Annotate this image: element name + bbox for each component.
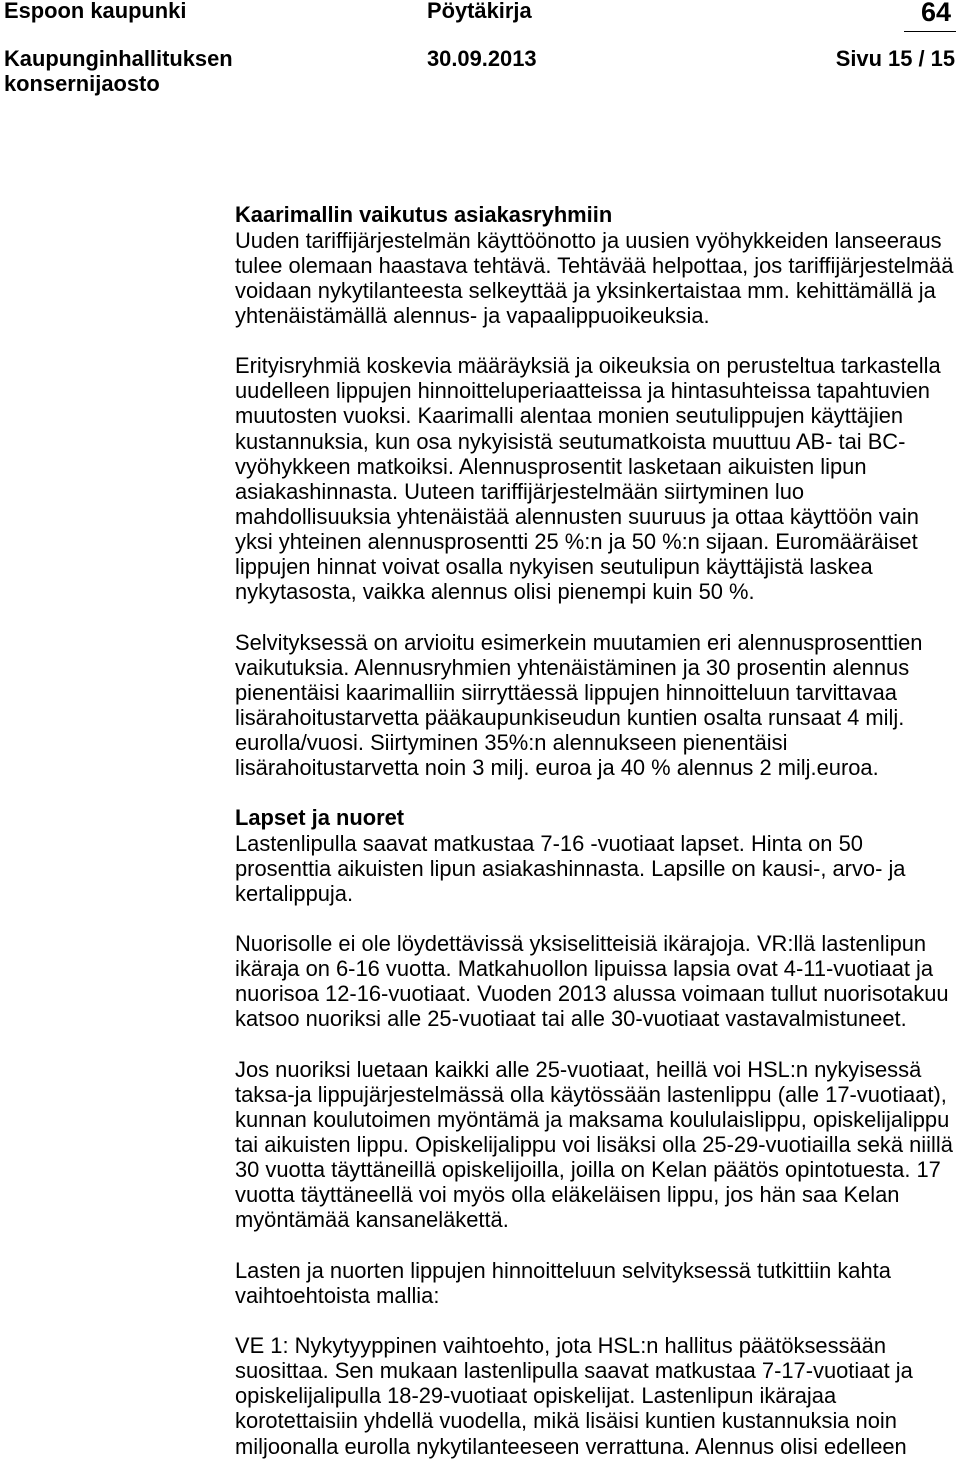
text-line: yksi yhteinen alennusprosentti 25 %:n ja 50 %:n sijaan. Euromääräiset [235, 529, 918, 555]
text-line: voidaan nykytilanteesta selkeyttää ja yksinkertaistaa mm. kehittämällä ja [235, 277, 936, 303]
text-line: eurolla/vuosi. Siirtyminen 35%:n alennukseen pienentäisi [235, 730, 788, 756]
text-line: korotettaisiin yhdellä vuodella, mikä lisäisi kuntien kustannuksia noin [235, 1408, 897, 1434]
text-line: kertalippuja. [235, 880, 354, 906]
section-number: 64 [920, 0, 951, 27]
text-line: taksa-ja lippujärjestelmässä olla käytössään lastenlippu (alle 17-vuotiaat), [235, 1081, 947, 1107]
committee-name-line-1: Kaupunginhallituksen [4, 46, 233, 71]
text-line: kunnan koulutoimen myöntämä ja maksama koululaislippu, opiskelijalippu [235, 1106, 950, 1132]
text-line: uudelleen lippujen hinnoitteluperiaatteissa ja hintasuhteissa tapahtuvien [235, 378, 930, 404]
page-number: Sivu 15 / 15 [835, 46, 955, 71]
paragraph-option-ve1 [235, 1333, 957, 1459]
paragraph-discount-study [235, 630, 957, 781]
paragraph-children-youth [235, 805, 957, 906]
text-line: nykytasosta, vaikka alennus olisi pienempi kuin 50 %. [235, 579, 755, 605]
text-line: yhtenäistämällä alennus- ja vapaalippuoikeuksia. [235, 302, 710, 328]
text-line: vuotta täyttäneellä voi myös olla eläkeläisen lippu, jos hän saa Kelan [235, 1182, 900, 1208]
text-line: kustannuksia, kun osa nykyisistä seutumatkoista muuttuu AB- tai BC- [235, 428, 906, 454]
text-line: katsoo nuoriksi alle 25-vuotiaat tai alle 30-vuotiaat vastavalmistuneet. [235, 1006, 907, 1032]
text-line: Uuden tariffijärjestelmän käyttöönotto ja uusien vyöhykkeiden lanseeraus [235, 227, 942, 253]
text-line: vyöhykkeen matkoiksi. Alennusprosentit lasketaan aikuisten lipun [235, 453, 867, 479]
text-line: lisärahoitustarvetta noin 3 milj. euroa ja 40 % alennus 2 milj.euroa. [235, 755, 879, 781]
text-line: Jos nuoriksi luetaan kaikki alle 25-vuotiaat, heillä voi HSL:n nykyisessä [235, 1056, 922, 1082]
text-line: suosittaa. Sen mukaan lastenlipulla saavat matkustaa 7-17-vuotiaat ja [235, 1358, 913, 1384]
text-line: Lasten ja nuorten lippujen hinnoitteluun selvityksessä tutkittiin kahta [235, 1257, 891, 1283]
text-line: Selvityksessä on arvioitu esimerkein muutamien eri alennusprosenttien [235, 629, 923, 655]
text-line: vaikutuksia. Alennusryhmien yhtenäistäminen ja 30 prosentin alennus [235, 654, 910, 680]
text-line: Nuorisolle ei ole löydettävissä yksiselitteisiä ikärajoja. VR:llä lastenlipun [235, 931, 927, 957]
committee-name-line-2: konsernijaosto [4, 71, 160, 96]
section-heading: Kaarimallin vaikutus asiakasryhmiin [235, 202, 613, 228]
text-line: opiskelijalipulla 18-29-vuotiaat opiskelijat. Lastenlipun ikärajaa [235, 1383, 837, 1409]
organization-name: Espoon kaupunki [4, 0, 187, 23]
text-line: tulee olemaan haastava tehtävä. Tehtävää helpottaa, jos tariffijärjestelmää [235, 252, 954, 278]
text-line: asiakashinnasta. Uuteen tariffijärjestelmään siirtyminen luo [235, 478, 805, 504]
text-line: 30 vuotta täyttäneillä opiskelijoilla, joilla on Kelan päätös opintotuesta. 17 [235, 1157, 941, 1183]
text-line: VE 1: Nykytyyppinen vaihtoehto, jota HSL:n hallitus päätöksessään [235, 1333, 887, 1359]
text-line: nuorisoa 12-16-vuotiaat. Vuoden 2013 alussa voimaan tullut nuorisotakuu [235, 981, 949, 1007]
text-line: mahdollisuuksia yhtenäistää alennusten suuruus ja ottaa käyttöön vain [235, 503, 919, 529]
document-type: Pöytäkirja [427, 0, 532, 23]
text-line: myöntämää kansaneläkettä. [235, 1207, 509, 1233]
text-line: miljoonalla eurolla nykytilanteeseen verrattuna. Alennus olisi edelleen [235, 1433, 907, 1459]
text-line: muutosten vuoksi. Kaarimalli alentaa monien seutulippujen käyttäjien [235, 403, 904, 429]
section-number-box [904, 0, 956, 32]
text-line: pienentäisi kaarimalliin siirryttäessä lippujen hinnoitteluun tarvittavaa [235, 679, 897, 705]
text-line: ikäraja on 6-16 vuotta. Matkahuollon lipuissa lapsia ovat 4-11-vuotiaat ja [235, 956, 934, 982]
text-line: Erityisryhmiä koskevia määräyksiä ja oikeuksia on perusteltua tarkastella [235, 353, 941, 379]
text-line: tai aikuisten lippu. Opiskelijalippu voi lisäksi olla 25-29-vuotiailla sekä niillä [235, 1132, 953, 1158]
text-line: vaihtoehtoista mallia: [235, 1282, 440, 1308]
meeting-date: 30.09.2013 [427, 46, 537, 71]
paragraph-special-groups [235, 353, 957, 604]
paragraph-pricing-models [235, 1258, 957, 1308]
paragraph-youth-age-limits [235, 931, 957, 1032]
text-line: prosenttia aikuisten lipun asiakashinnasta. Lapsille on kausi-, arvo- ja [235, 855, 906, 881]
paragraph-youth-tickets [235, 1057, 957, 1233]
text-line: lippujen hinnat voivat osalla nykyisen seutulipun käyttäjistä laskea [235, 554, 873, 580]
section-heading: Lapset ja nuoret [235, 805, 405, 831]
text-line: Lastenlipulla saavat matkustaa 7-16 -vuotiaat lapset. Hinta on 50 [235, 830, 863, 856]
text-line: lisärahoitustarvetta pääkaupunkiseudun kuntien osalta runsaat 4 milj. [235, 704, 905, 730]
document-body [235, 202, 957, 1461]
paragraph-customer-groups [235, 202, 957, 328]
